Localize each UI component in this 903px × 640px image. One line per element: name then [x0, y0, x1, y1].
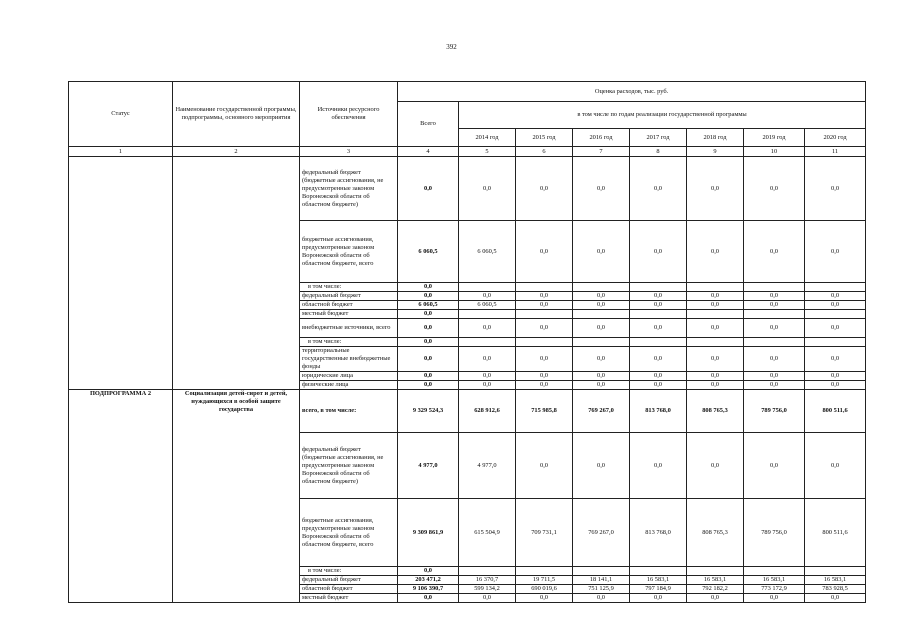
row-total: 6 060,5: [398, 221, 459, 283]
row-source: бюджетные ассигнования, предусмотренные законом Воронежской области об областном бюджете, всего: [300, 499, 398, 567]
row-year-value: [630, 310, 687, 319]
row-year-value: 0,0: [459, 319, 516, 338]
row-source: местный бюджет: [300, 594, 398, 603]
row-year-value: 0,0: [573, 301, 630, 310]
header-source: Источники ресурсного обеспечения: [300, 82, 398, 147]
row-year-value: [459, 567, 516, 576]
row-year-value: 0,0: [573, 157, 630, 221]
row-year-value: 0,0: [630, 301, 687, 310]
row-source: территориальные государственные внебюджетные фонды: [300, 347, 398, 372]
row-year-value: 19 711,5: [516, 576, 573, 585]
row-year-value: 773 172,9: [744, 585, 805, 594]
row-year-value: 0,0: [805, 594, 866, 603]
row-year-value: 808 765,3: [687, 499, 744, 567]
row-total: 9 329 524,3: [398, 390, 459, 433]
row-total: 6 060,5: [398, 301, 459, 310]
row-year-value: [805, 310, 866, 319]
row-year-value: 813 768,0: [630, 390, 687, 433]
row-year-value: 789 756,0: [744, 390, 805, 433]
page-number: 392: [446, 43, 457, 51]
row-year-value: [630, 283, 687, 292]
row-year-value: [516, 310, 573, 319]
row-year-value: 0,0: [573, 372, 630, 381]
row-year-value: 16 370,7: [459, 576, 516, 585]
row-year-value: 0,0: [687, 301, 744, 310]
row-source: областной бюджет: [300, 585, 398, 594]
row-year-value: 0,0: [687, 433, 744, 499]
row-year-value: 18 141,1: [573, 576, 630, 585]
row-year-value: 0,0: [687, 292, 744, 301]
row-total: 9 309 861,9: [398, 499, 459, 567]
row-source: всего, в том числе:: [300, 390, 398, 433]
row-year-value: 0,0: [630, 221, 687, 283]
row-source: в том числе:: [300, 567, 398, 576]
row-year-value: 0,0: [516, 433, 573, 499]
row-year-value: 769 267,0: [573, 390, 630, 433]
row-year-value: 0,0: [630, 381, 687, 390]
header-year: 2019 год: [744, 129, 805, 147]
row-year-value: 0,0: [805, 381, 866, 390]
column-number: 7: [573, 147, 630, 157]
row-year-value: [573, 338, 630, 347]
row-year-value: 0,0: [516, 292, 573, 301]
row-source: в том числе:: [300, 283, 398, 292]
row-year-value: [687, 338, 744, 347]
row-year-value: 0,0: [744, 347, 805, 372]
row-year-value: 628 912,6: [459, 390, 516, 433]
row-total: 0,0: [398, 372, 459, 381]
row-year-value: 0,0: [744, 594, 805, 603]
row-total: 0,0: [398, 310, 459, 319]
row-source: федеральный бюджет (бюджетные ассигнования, не предусмотренные законом Воронежской области об областном бюджете): [300, 433, 398, 499]
row-program-name: Социализация детей-сирот и детей, нуждающихся в особой защите государства: [173, 390, 300, 603]
row-year-value: 0,0: [687, 221, 744, 283]
row-total: 4 977,0: [398, 433, 459, 499]
row-year-value: 0,0: [805, 319, 866, 338]
row-year-value: 0,0: [573, 292, 630, 301]
column-number: 10: [744, 147, 805, 157]
row-year-value: 0,0: [573, 347, 630, 372]
column-number: 9: [687, 147, 744, 157]
row-year-value: 0,0: [459, 594, 516, 603]
row-source: внебюджетные источники, всего: [300, 319, 398, 338]
column-number: 8: [630, 147, 687, 157]
row-year-value: 0,0: [744, 372, 805, 381]
row-total: 0,0: [398, 567, 459, 576]
table-row: [69, 157, 866, 221]
row-year-value: 16 583,1: [805, 576, 866, 585]
row-year-value: 0,0: [805, 221, 866, 283]
row-year-value: 4 977,0: [459, 433, 516, 499]
row-year-value: 0,0: [516, 381, 573, 390]
header-year: 2017 год: [630, 129, 687, 147]
row-year-value: 0,0: [630, 157, 687, 221]
row-year-value: 783 928,5: [805, 585, 866, 594]
row-year-value: [630, 567, 687, 576]
row-year-value: 0,0: [805, 292, 866, 301]
row-total: 9 106 390,7: [398, 585, 459, 594]
column-number: 1: [69, 147, 173, 157]
row-year-value: 0,0: [630, 292, 687, 301]
row-source: федеральный бюджет (бюджетные ассигнования, не предусмотренные законом Воронежской области об областном бюджете): [300, 157, 398, 221]
column-number: 5: [459, 147, 516, 157]
row-year-value: 0,0: [744, 157, 805, 221]
row-year-value: 709 731,1: [516, 499, 573, 567]
row-year-value: [744, 283, 805, 292]
row-year-value: 16 583,1: [630, 576, 687, 585]
row-year-value: [687, 310, 744, 319]
row-year-value: 0,0: [687, 381, 744, 390]
row-year-value: 792 182,2: [687, 585, 744, 594]
row-year-value: 599 134,2: [459, 585, 516, 594]
row-year-value: 0,0: [805, 372, 866, 381]
row-year-value: 715 985,8: [516, 390, 573, 433]
row-year-value: 0,0: [744, 381, 805, 390]
header-status: Статус: [69, 82, 173, 147]
row-year-value: [744, 567, 805, 576]
row-year-value: 0,0: [744, 433, 805, 499]
row-year-value: 0,0: [805, 347, 866, 372]
row-year-value: 800 511,6: [805, 390, 866, 433]
row-year-value: 769 267,0: [573, 499, 630, 567]
row-source: местный бюджет: [300, 310, 398, 319]
row-year-value: [805, 283, 866, 292]
row-total: 0,0: [398, 347, 459, 372]
row-source: федеральный бюджет: [300, 292, 398, 301]
header-year: 2018 год: [687, 129, 744, 147]
row-year-value: 16 583,1: [744, 576, 805, 585]
row-year-value: 0,0: [516, 157, 573, 221]
budget-table: [68, 81, 866, 603]
row-year-value: 0,0: [459, 292, 516, 301]
row-year-value: 0,0: [573, 381, 630, 390]
row-year-value: 0,0: [516, 301, 573, 310]
row-year-value: 0,0: [805, 433, 866, 499]
row-total: 0,0: [398, 338, 459, 347]
header-year: 2016 год: [573, 129, 630, 147]
row-program-name: [173, 157, 300, 390]
row-year-value: 0,0: [459, 157, 516, 221]
row-year-value: [573, 310, 630, 319]
row-year-value: 0,0: [630, 347, 687, 372]
row-year-value: 0,0: [630, 372, 687, 381]
row-year-value: 800 511,6: [805, 499, 866, 567]
row-year-value: [516, 338, 573, 347]
row-source: в том числе:: [300, 338, 398, 347]
row-year-value: [516, 567, 573, 576]
row-year-value: 0,0: [805, 301, 866, 310]
row-year-value: 813 768,0: [630, 499, 687, 567]
row-year-value: [459, 310, 516, 319]
row-year-value: [630, 338, 687, 347]
row-year-value: 690 019,6: [516, 585, 573, 594]
row-year-value: 0,0: [516, 347, 573, 372]
row-year-value: [516, 283, 573, 292]
header-name: Наименование государственной программы, подпрограммы, основного мероприятия: [173, 82, 300, 147]
header-year: 2014 год: [459, 129, 516, 147]
row-year-value: [744, 310, 805, 319]
row-total: 0,0: [398, 319, 459, 338]
table-row: [69, 390, 866, 433]
header-total: Всего: [398, 102, 459, 147]
row-year-value: [805, 567, 866, 576]
header-estimate: Оценка расходов, тыс. руб.: [398, 82, 866, 102]
row-year-value: 0,0: [687, 347, 744, 372]
row-source: юридические лица: [300, 372, 398, 381]
row-year-value: 0,0: [573, 433, 630, 499]
row-status: ПОДПРОГРАММА 2: [69, 390, 173, 603]
row-total: 0,0: [398, 283, 459, 292]
row-source: физические лица: [300, 381, 398, 390]
column-number: 11: [805, 147, 866, 157]
row-year-value: [573, 567, 630, 576]
row-year-value: 0,0: [516, 221, 573, 283]
row-total: 203 471,2: [398, 576, 459, 585]
row-year-value: 808 765,3: [687, 390, 744, 433]
row-source: федеральный бюджет: [300, 576, 398, 585]
row-year-value: [687, 567, 744, 576]
row-year-value: 0,0: [630, 433, 687, 499]
header-year: 2015 год: [516, 129, 573, 147]
row-year-value: 615 504,9: [459, 499, 516, 567]
row-year-value: 16 583,1: [687, 576, 744, 585]
row-year-value: 0,0: [744, 319, 805, 338]
header-by-years: в том числе по годам реализации государственной программы: [459, 102, 866, 129]
row-year-value: 0,0: [744, 301, 805, 310]
row-year-value: 0,0: [573, 594, 630, 603]
row-year-value: 0,0: [805, 157, 866, 221]
row-year-value: 0,0: [687, 372, 744, 381]
row-total: 0,0: [398, 292, 459, 301]
row-year-value: 0,0: [744, 292, 805, 301]
row-year-value: [459, 283, 516, 292]
row-year-value: 797 184,9: [630, 585, 687, 594]
row-status: [69, 157, 173, 390]
row-year-value: 6 060,5: [459, 221, 516, 283]
row-year-value: 0,0: [630, 319, 687, 338]
row-year-value: 789 756,0: [744, 499, 805, 567]
row-total: 0,0: [398, 381, 459, 390]
row-year-value: [687, 283, 744, 292]
row-year-value: 0,0: [630, 594, 687, 603]
row-total: 0,0: [398, 157, 459, 221]
row-year-value: 751 125,9: [573, 585, 630, 594]
column-number: 3: [300, 147, 398, 157]
row-year-value: 0,0: [573, 221, 630, 283]
row-year-value: 0,0: [516, 372, 573, 381]
row-total: 0,0: [398, 594, 459, 603]
header-year: 2020 год: [805, 129, 866, 147]
row-year-value: 0,0: [459, 372, 516, 381]
column-number: 2: [173, 147, 300, 157]
row-year-value: 0,0: [687, 594, 744, 603]
row-year-value: 0,0: [459, 347, 516, 372]
row-year-value: 0,0: [687, 319, 744, 338]
row-year-value: 0,0: [459, 381, 516, 390]
row-source: бюджетные ассигнования, предусмотренные законом Воронежской области об областном бюджете, всего: [300, 221, 398, 283]
row-year-value: [744, 338, 805, 347]
column-number: 6: [516, 147, 573, 157]
row-year-value: 0,0: [516, 594, 573, 603]
row-source: областной бюджет: [300, 301, 398, 310]
row-year-value: 6 060,5: [459, 301, 516, 310]
row-year-value: 0,0: [687, 157, 744, 221]
row-year-value: 0,0: [573, 319, 630, 338]
column-number: 4: [398, 147, 459, 157]
row-year-value: [573, 283, 630, 292]
row-year-value: 0,0: [744, 221, 805, 283]
row-year-value: 0,0: [516, 319, 573, 338]
row-year-value: [805, 338, 866, 347]
row-year-value: [459, 338, 516, 347]
